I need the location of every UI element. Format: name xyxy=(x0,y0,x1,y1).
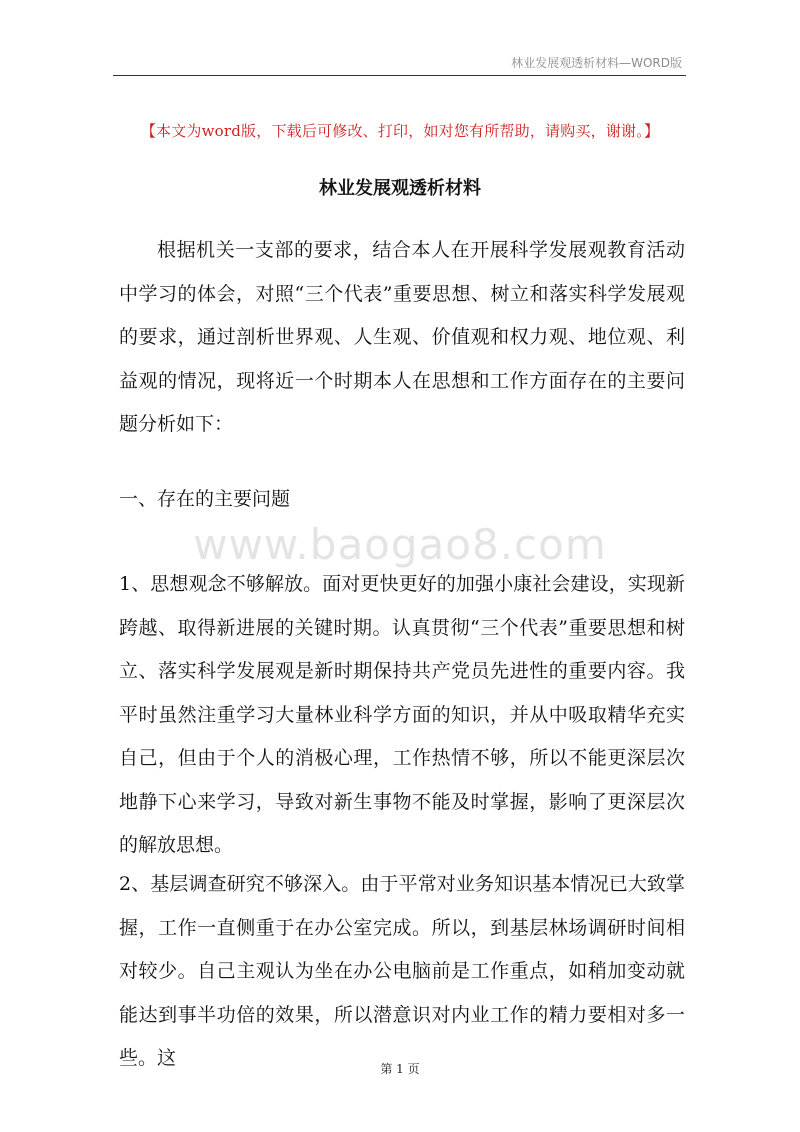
document-title: 林业发展观透析材料 xyxy=(319,178,481,199)
point-1-paragraph: 1、思想观念不够解放。面对更快更好的加强小康社会建设，实现新跨越、取得新进展的关键时期。认真贯彻“三个代表”重要思想和树立、落实科学发展观是新时期保持共产党员先进性的重要内容。我平时虽然注重学习大量林业科学方面的知识，并从中吸取精华充实自己，但由于个人的消极心理，工作热情不够，所以不能更深层次地静下心来学习，导致对新生事物不能及时掌握，影响了更深层次的解放思想。 xyxy=(119,573,685,856)
watermark: www.baogao8.com xyxy=(193,520,607,569)
intro-paragraph: 根据机关一支部的要求，结合本人在开展科学发展观教育活动中学习的体会，对照“三个代表”重要思想、树立和落实科学发展观的要求，通过剖析世界观、人生观、价值观和权力观、地位观、利益观的情况，现将近一个时期本人在思想和工作方面存在的主要问题分析如下： xyxy=(119,239,685,435)
purchase-notice: 【本文为word版，下载后可修改、打印，如对您有所帮助，请购买，谢谢。】 xyxy=(140,122,660,140)
header-divider xyxy=(113,75,686,76)
section-heading: 一、存在的主要问题 xyxy=(119,488,291,510)
page-number: 第 1 页 xyxy=(380,1062,420,1076)
point-2-paragraph: 2、基层调查研究不够深入。由于平常对业务知识基本情况已大致掌握，工作一直侧重于在办公室完成。所以，到基层林场调研时间相对较少。自己主观认为坐在办公电脑前是工作重点，如稍加变动就能达到事半功倍的效果，所以潜意识对内业工作的精力要相对多一些。这 xyxy=(119,873,685,1069)
running-header: 林业发展观透析材料—WORD版 xyxy=(511,56,682,70)
